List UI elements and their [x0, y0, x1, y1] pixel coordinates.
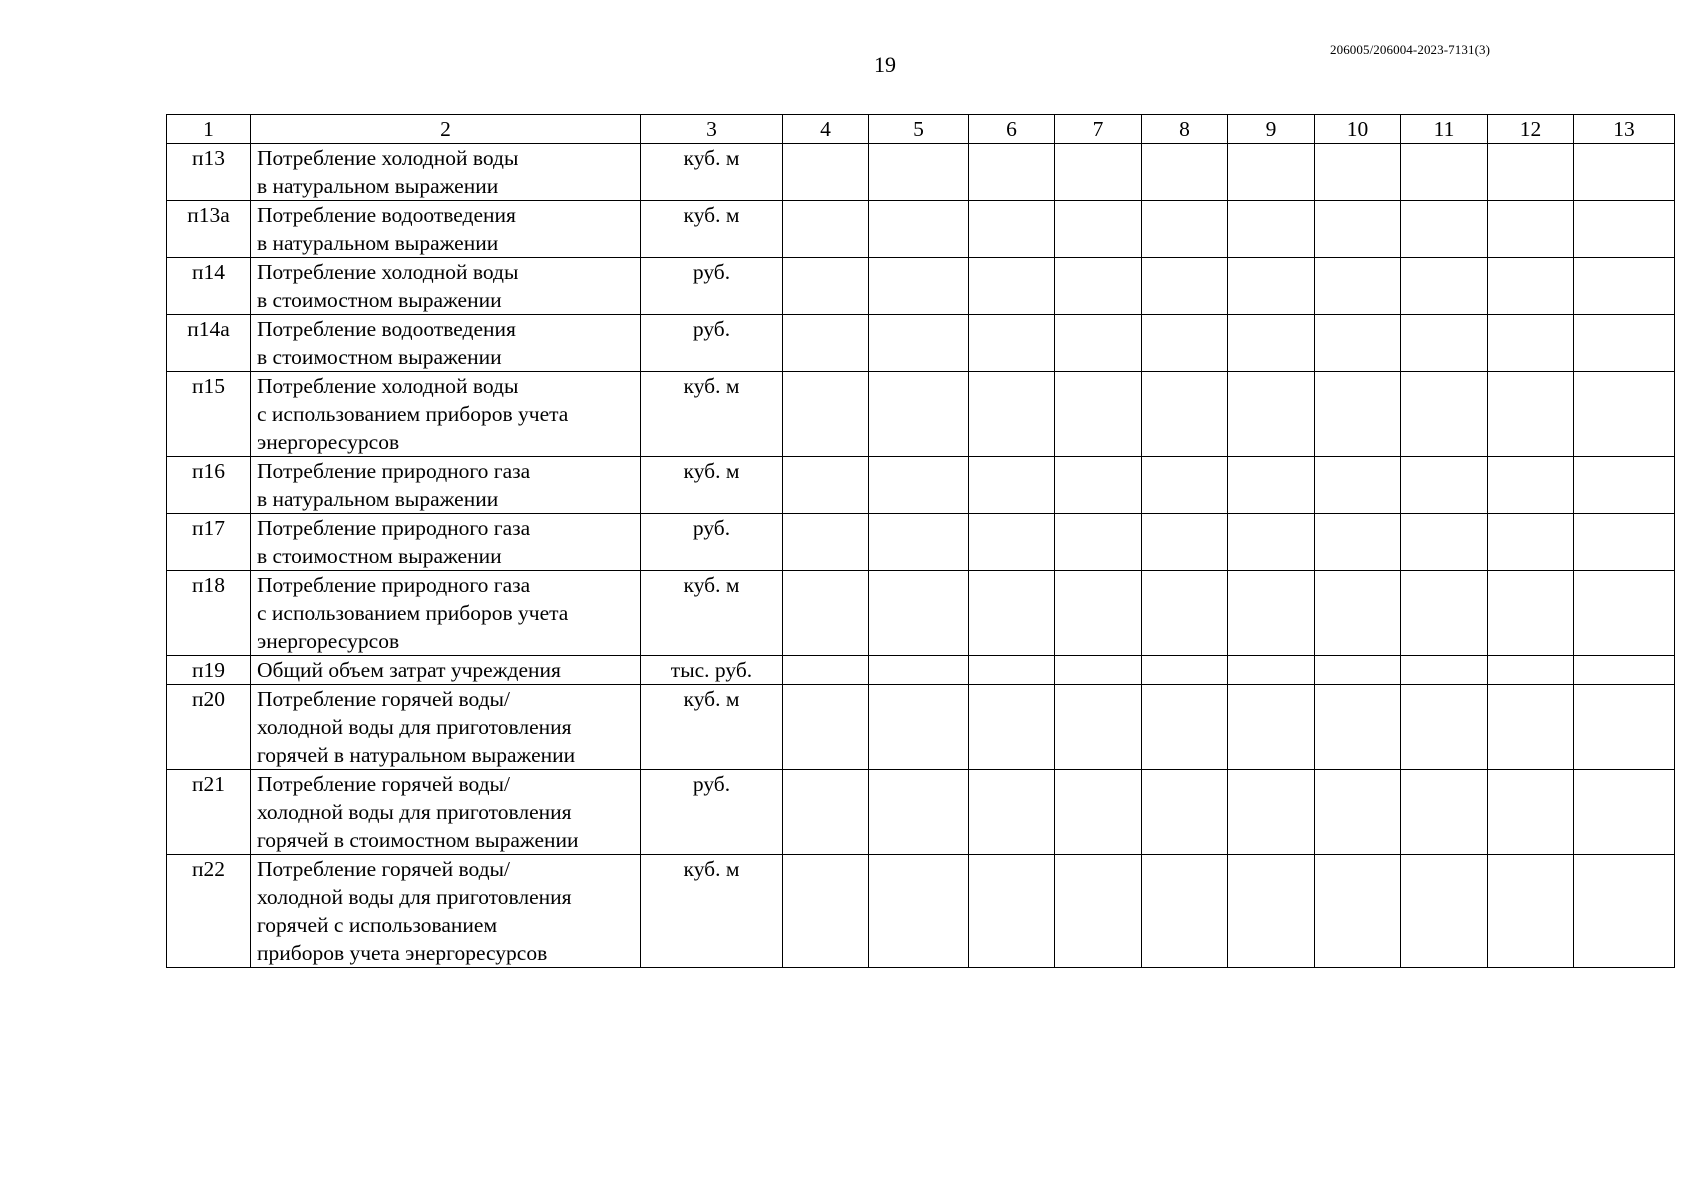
- empty-cell: [1228, 258, 1315, 315]
- empty-cell: [783, 770, 869, 855]
- empty-cell: [1574, 770, 1675, 855]
- empty-cell: [1401, 372, 1488, 457]
- empty-cell: [783, 315, 869, 372]
- row-name-line: Потребление холодной воды: [257, 374, 519, 398]
- row-unit: тыс. руб.: [641, 656, 783, 685]
- empty-cell: [1228, 685, 1315, 770]
- empty-cell: [969, 514, 1055, 571]
- row-name-line: холодной воды для приготовления: [257, 885, 572, 909]
- empty-cell: [1401, 144, 1488, 201]
- row-name-line: в стоимостном выражении: [257, 544, 502, 568]
- row-unit: руб.: [641, 514, 783, 571]
- empty-cell: [1142, 855, 1228, 968]
- empty-cell: [1142, 201, 1228, 258]
- row-name-line: приборов учета энергоресурсов: [257, 941, 548, 965]
- empty-cell: [1055, 571, 1142, 656]
- empty-cell: [1488, 372, 1574, 457]
- empty-cell: [1574, 315, 1675, 372]
- row-name-line: в натуральном выражении: [257, 174, 499, 198]
- empty-cell: [1055, 315, 1142, 372]
- empty-cell: [1142, 144, 1228, 201]
- empty-cell: [1228, 855, 1315, 968]
- row-name-line: горячей с использованием: [257, 913, 498, 937]
- row-name-line: Потребление холодной воды: [257, 146, 519, 170]
- row-unit: куб. м: [641, 372, 783, 457]
- empty-cell: [1488, 770, 1574, 855]
- empty-cell: [1315, 770, 1401, 855]
- table-row: [167, 514, 1675, 571]
- empty-cell: [1574, 685, 1675, 770]
- row-name: [251, 457, 641, 514]
- empty-cell: [1228, 571, 1315, 656]
- column-header: 9: [1228, 115, 1315, 144]
- empty-cell: [1315, 656, 1401, 685]
- row-name: [251, 656, 641, 685]
- row-code: п18: [167, 571, 251, 656]
- empty-cell: [1055, 144, 1142, 201]
- empty-cell: [783, 685, 869, 770]
- document-id: 206005/206004-2023-7131(3): [1330, 42, 1491, 57]
- table-row: [167, 258, 1675, 315]
- empty-cell: [1228, 656, 1315, 685]
- column-header: 11: [1401, 115, 1488, 144]
- empty-cell: [1055, 372, 1142, 457]
- empty-cell: [1401, 201, 1488, 258]
- row-name-line: холодной воды для приготовления: [257, 800, 572, 824]
- empty-cell: [1574, 144, 1675, 201]
- row-name-line: Общий объем затрат учреждения: [257, 658, 561, 682]
- empty-cell: [1488, 685, 1574, 770]
- column-header: 6: [969, 115, 1055, 144]
- empty-cell: [1488, 201, 1574, 258]
- empty-cell: [1401, 855, 1488, 968]
- row-unit: куб. м: [641, 685, 783, 770]
- empty-cell: [969, 201, 1055, 258]
- row-name-line: Потребление горячей воды/: [257, 857, 510, 881]
- row-name: [251, 258, 641, 315]
- empty-cell: [1142, 514, 1228, 571]
- empty-cell: [1574, 258, 1675, 315]
- empty-cell: [1142, 372, 1228, 457]
- column-header: 4: [783, 115, 869, 144]
- row-name: [251, 201, 641, 258]
- empty-cell: [869, 855, 969, 968]
- empty-cell: [1228, 514, 1315, 571]
- empty-cell: [1574, 571, 1675, 656]
- table-row: [167, 144, 1675, 201]
- empty-cell: [869, 457, 969, 514]
- row-name-line: в натуральном выражении: [257, 487, 499, 511]
- empty-cell: [1574, 514, 1675, 571]
- row-name-line: Потребление водоотведения: [257, 317, 516, 341]
- empty-cell: [1488, 457, 1574, 514]
- empty-cell: [783, 201, 869, 258]
- empty-cell: [1228, 144, 1315, 201]
- page-number: 19: [874, 52, 896, 77]
- column-header: 1: [167, 115, 251, 144]
- empty-cell: [783, 144, 869, 201]
- row-code: п19: [167, 656, 251, 685]
- row-code: п22: [167, 855, 251, 968]
- empty-cell: [1055, 656, 1142, 685]
- empty-cell: [1055, 258, 1142, 315]
- empty-cell: [1142, 571, 1228, 656]
- column-header: 3: [641, 115, 783, 144]
- row-code: п17: [167, 514, 251, 571]
- empty-cell: [1142, 656, 1228, 685]
- row-code: п15: [167, 372, 251, 457]
- empty-cell: [1315, 315, 1401, 372]
- empty-cell: [1228, 770, 1315, 855]
- row-name: [251, 855, 641, 968]
- row-name-line: холодной воды для приготовления: [257, 715, 572, 739]
- empty-cell: [1315, 514, 1401, 571]
- empty-cell: [1228, 201, 1315, 258]
- row-name: [251, 770, 641, 855]
- row-name-line: в стоимостном выражении: [257, 345, 502, 369]
- empty-cell: [969, 258, 1055, 315]
- empty-cell: [1315, 372, 1401, 457]
- row-name-line: с использованием приборов учета: [257, 601, 569, 625]
- column-header: 2: [251, 115, 641, 144]
- row-unit: куб. м: [641, 201, 783, 258]
- empty-cell: [1055, 770, 1142, 855]
- empty-cell: [1315, 457, 1401, 514]
- row-unit: куб. м: [641, 144, 783, 201]
- column-header: 7: [1055, 115, 1142, 144]
- table-row: [167, 685, 1675, 770]
- row-name: [251, 144, 641, 201]
- row-name-line: энергоресурсов: [257, 629, 400, 653]
- row-name-line: Потребление водоотведения: [257, 203, 516, 227]
- row-name-line: в стоимостном выражении: [257, 288, 502, 312]
- empty-cell: [869, 685, 969, 770]
- empty-cell: [869, 372, 969, 457]
- empty-cell: [1488, 315, 1574, 372]
- empty-cell: [869, 315, 969, 372]
- empty-cell: [969, 372, 1055, 457]
- empty-cell: [1055, 457, 1142, 514]
- empty-cell: [1401, 315, 1488, 372]
- empty-cell: [1401, 770, 1488, 855]
- row-name-line: Потребление горячей воды/: [257, 687, 510, 711]
- empty-cell: [1488, 656, 1574, 685]
- table-row: [167, 372, 1675, 457]
- empty-cell: [969, 770, 1055, 855]
- empty-cell: [1228, 315, 1315, 372]
- row-name: [251, 372, 641, 457]
- row-name-line: горячей в натуральном выражении: [257, 743, 576, 767]
- empty-cell: [1055, 201, 1142, 258]
- empty-cell: [869, 656, 969, 685]
- empty-cell: [783, 656, 869, 685]
- empty-cell: [869, 258, 969, 315]
- empty-cell: [783, 514, 869, 571]
- row-name-line: Потребление природного газа: [257, 516, 531, 540]
- empty-cell: [1055, 685, 1142, 770]
- empty-cell: [1142, 770, 1228, 855]
- empty-cell: [1055, 855, 1142, 968]
- empty-cell: [783, 258, 869, 315]
- empty-cell: [1488, 514, 1574, 571]
- empty-cell: [1574, 457, 1675, 514]
- empty-cell: [1142, 258, 1228, 315]
- empty-cell: [1055, 514, 1142, 571]
- empty-cell: [869, 571, 969, 656]
- row-code: п14: [167, 258, 251, 315]
- row-code: п14а: [167, 315, 251, 372]
- empty-cell: [783, 457, 869, 514]
- row-name: [251, 685, 641, 770]
- table-row: [167, 315, 1675, 372]
- empty-cell: [783, 855, 869, 968]
- empty-cell: [1142, 457, 1228, 514]
- empty-cell: [869, 514, 969, 571]
- empty-cell: [1315, 685, 1401, 770]
- column-header: 5: [869, 115, 969, 144]
- column-header: 10: [1315, 115, 1401, 144]
- empty-cell: [969, 685, 1055, 770]
- empty-cell: [869, 770, 969, 855]
- empty-cell: [1488, 258, 1574, 315]
- empty-cell: [1574, 656, 1675, 685]
- empty-cell: [1401, 571, 1488, 656]
- table-row: [167, 457, 1675, 514]
- empty-cell: [969, 656, 1055, 685]
- table-row: [167, 855, 1675, 968]
- row-unit: куб. м: [641, 457, 783, 514]
- row-code: п13: [167, 144, 251, 201]
- row-code: п16: [167, 457, 251, 514]
- empty-cell: [783, 571, 869, 656]
- row-unit: руб.: [641, 315, 783, 372]
- row-name-line: с использованием приборов учета: [257, 402, 569, 426]
- empty-cell: [1315, 201, 1401, 258]
- empty-cell: [1228, 372, 1315, 457]
- empty-cell: [1574, 201, 1675, 258]
- column-header: 12: [1488, 115, 1574, 144]
- empty-cell: [969, 315, 1055, 372]
- row-unit: куб. м: [641, 855, 783, 968]
- empty-cell: [1401, 656, 1488, 685]
- empty-cell: [1315, 258, 1401, 315]
- row-name: [251, 571, 641, 656]
- row-unit: руб.: [641, 258, 783, 315]
- empty-cell: [1488, 855, 1574, 968]
- empty-cell: [1228, 457, 1315, 514]
- empty-cell: [1401, 457, 1488, 514]
- empty-cell: [1401, 258, 1488, 315]
- row-name: [251, 514, 641, 571]
- row-name-line: Потребление природного газа: [257, 573, 531, 597]
- table-row: [167, 201, 1675, 258]
- empty-cell: [1488, 144, 1574, 201]
- column-header: 8: [1142, 115, 1228, 144]
- column-header: 13: [1574, 115, 1675, 144]
- row-name-line: в натуральном выражении: [257, 231, 499, 255]
- table-row: [167, 571, 1675, 656]
- table-row: [167, 656, 1675, 685]
- empty-cell: [1574, 855, 1675, 968]
- row-code: п20: [167, 685, 251, 770]
- empty-cell: [1574, 372, 1675, 457]
- data-table: [166, 114, 1675, 968]
- row-name-line: энергоресурсов: [257, 430, 400, 454]
- empty-cell: [1315, 144, 1401, 201]
- empty-cell: [1488, 571, 1574, 656]
- row-code: п21: [167, 770, 251, 855]
- empty-cell: [969, 855, 1055, 968]
- row-name-line: горячей в стоимостном выражении: [257, 828, 579, 852]
- table-row: [167, 770, 1675, 855]
- empty-cell: [969, 571, 1055, 656]
- row-unit: куб. м: [641, 571, 783, 656]
- row-name-line: Потребление холодной воды: [257, 260, 519, 284]
- row-code: п13а: [167, 201, 251, 258]
- row-name: [251, 315, 641, 372]
- empty-cell: [1142, 315, 1228, 372]
- empty-cell: [1315, 855, 1401, 968]
- row-unit: руб.: [641, 770, 783, 855]
- empty-cell: [1401, 514, 1488, 571]
- row-name-line: Потребление горячей воды/: [257, 772, 510, 796]
- empty-cell: [969, 457, 1055, 514]
- empty-cell: [969, 144, 1055, 201]
- header-row: [167, 115, 1675, 144]
- row-name-line: Потребление природного газа: [257, 459, 531, 483]
- empty-cell: [869, 201, 969, 258]
- empty-cell: [869, 144, 969, 201]
- empty-cell: [783, 372, 869, 457]
- empty-cell: [1315, 571, 1401, 656]
- empty-cell: [1401, 685, 1488, 770]
- empty-cell: [1142, 685, 1228, 770]
